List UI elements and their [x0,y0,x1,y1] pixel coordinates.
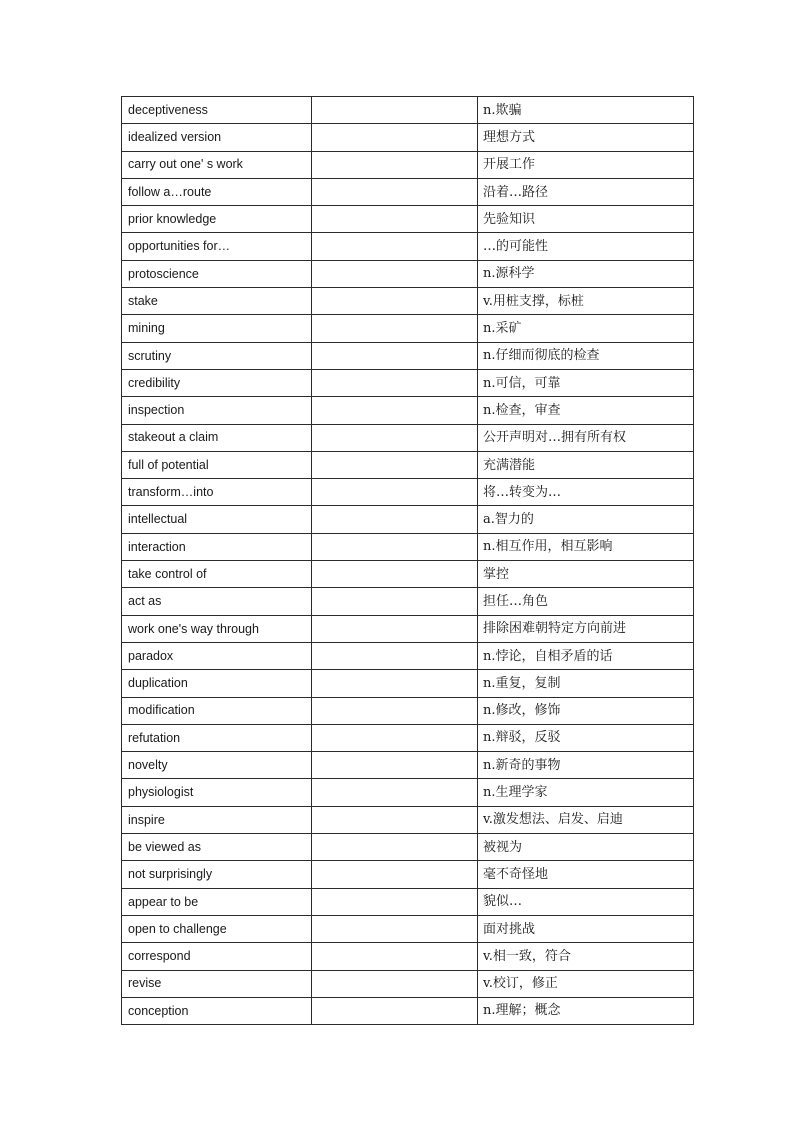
chinese-meaning-cell: 公开声明对…拥有所有权 [478,424,694,451]
chinese-meaning-cell: n.修改，修饰 [478,697,694,724]
blank-answer-cell [312,342,478,369]
english-term-cell: novelty [122,752,312,779]
english-term-cell: appear to be [122,888,312,915]
english-term-cell: take control of [122,561,312,588]
table-row [122,206,694,233]
table-row [122,997,694,1024]
chinese-meaning-cell: n.欺骗 [478,97,694,124]
blank-answer-cell [312,915,478,942]
blank-answer-cell [312,288,478,315]
english-term-cell: transform…into [122,479,312,506]
table-row [122,642,694,669]
chinese-meaning-cell: n.相互作用，相互影响 [478,533,694,560]
chinese-meaning-cell: a.智力的 [478,506,694,533]
chinese-meaning-cell: n.检查，审查 [478,397,694,424]
chinese-meaning-cell: n.理解；概念 [478,997,694,1024]
blank-answer-cell [312,642,478,669]
chinese-meaning-cell: n.源科学 [478,260,694,287]
chinese-meaning-cell: 沿着…路径 [478,178,694,205]
blank-answer-cell [312,997,478,1024]
table-row [122,479,694,506]
table-row [122,697,694,724]
table-row [122,915,694,942]
vocabulary-table [121,96,694,1025]
blank-answer-cell [312,424,478,451]
vocabulary-table-body [122,97,694,1025]
table-row [122,752,694,779]
table-row [122,588,694,615]
blank-answer-cell [312,724,478,751]
english-term-cell: revise [122,970,312,997]
chinese-meaning-cell: 担任…角色 [478,588,694,615]
blank-answer-cell [312,369,478,396]
blank-answer-cell [312,151,478,178]
blank-answer-cell [312,315,478,342]
blank-answer-cell [312,588,478,615]
table-row [122,561,694,588]
chinese-meaning-cell: n.可信，可靠 [478,369,694,396]
table-row [122,834,694,861]
blank-answer-cell [312,970,478,997]
english-term-cell: credibility [122,369,312,396]
english-term-cell: physiologist [122,779,312,806]
table-row [122,888,694,915]
chinese-meaning-cell: 先验知识 [478,206,694,233]
table-row [122,943,694,970]
english-term-cell: scrutiny [122,342,312,369]
english-term-cell: protoscience [122,260,312,287]
chinese-meaning-cell: 掌控 [478,561,694,588]
blank-answer-cell [312,779,478,806]
table-row [122,178,694,205]
chinese-meaning-cell: v.相一致，符合 [478,943,694,970]
chinese-meaning-cell: 毫不奇怪地 [478,861,694,888]
chinese-meaning-cell: 貌似… [478,888,694,915]
english-term-cell: interaction [122,533,312,560]
table-row [122,724,694,751]
table-row [122,615,694,642]
english-term-cell: be viewed as [122,834,312,861]
blank-answer-cell [312,233,478,260]
chinese-meaning-cell: 面对挑战 [478,915,694,942]
table-row [122,506,694,533]
blank-answer-cell [312,451,478,478]
blank-answer-cell [312,861,478,888]
english-term-cell: act as [122,588,312,615]
table-row [122,670,694,697]
table-row [122,451,694,478]
english-term-cell: open to challenge [122,915,312,942]
blank-answer-cell [312,397,478,424]
blank-answer-cell [312,615,478,642]
chinese-meaning-cell: n.采矿 [478,315,694,342]
table-row [122,151,694,178]
blank-answer-cell [312,806,478,833]
table-row [122,861,694,888]
english-term-cell: prior knowledge [122,206,312,233]
table-row [122,124,694,151]
table-row [122,779,694,806]
chinese-meaning-cell: 开展工作 [478,151,694,178]
table-row [122,97,694,124]
english-term-cell: modification [122,697,312,724]
blank-answer-cell [312,506,478,533]
english-term-cell: inspection [122,397,312,424]
table-row [122,533,694,560]
chinese-meaning-cell: 将…转变为… [478,479,694,506]
table-row [122,260,694,287]
blank-answer-cell [312,533,478,560]
table-row [122,315,694,342]
table-row [122,342,694,369]
english-term-cell: duplication [122,670,312,697]
table-row [122,288,694,315]
english-term-cell: deceptiveness [122,97,312,124]
blank-answer-cell [312,479,478,506]
chinese-meaning-cell: 充满潜能 [478,451,694,478]
blank-answer-cell [312,888,478,915]
table-row [122,806,694,833]
chinese-meaning-cell: v.校订，修正 [478,970,694,997]
english-term-cell: not surprisingly [122,861,312,888]
chinese-meaning-cell: n.悖论，自相矛盾的话 [478,642,694,669]
english-term-cell: conception [122,997,312,1024]
chinese-meaning-cell: 理想方式 [478,124,694,151]
blank-answer-cell [312,561,478,588]
chinese-meaning-cell: 被视为 [478,834,694,861]
english-term-cell: follow a…route [122,178,312,205]
blank-answer-cell [312,943,478,970]
blank-answer-cell [312,697,478,724]
english-term-cell: idealized version [122,124,312,151]
english-term-cell: carry out one' s work [122,151,312,178]
english-term-cell: full of potential [122,451,312,478]
chinese-meaning-cell: n.重复，复制 [478,670,694,697]
chinese-meaning-cell: n.生理学家 [478,779,694,806]
blank-answer-cell [312,178,478,205]
blank-answer-cell [312,834,478,861]
blank-answer-cell [312,124,478,151]
chinese-meaning-cell: v.用桩支撑，标桩 [478,288,694,315]
english-term-cell: inspire [122,806,312,833]
blank-answer-cell [312,670,478,697]
blank-answer-cell [312,97,478,124]
table-row [122,424,694,451]
chinese-meaning-cell: …的可能性 [478,233,694,260]
table-row [122,397,694,424]
english-term-cell: correspond [122,943,312,970]
english-term-cell: paradox [122,642,312,669]
chinese-meaning-cell: 排除困难朝特定方向前进 [478,615,694,642]
blank-answer-cell [312,260,478,287]
chinese-meaning-cell: v.激发想法、启发、启迪 [478,806,694,833]
table-row [122,970,694,997]
chinese-meaning-cell: n.新奇的事物 [478,752,694,779]
english-term-cell: stakeout a claim [122,424,312,451]
english-term-cell: mining [122,315,312,342]
english-term-cell: refutation [122,724,312,751]
english-term-cell: intellectual [122,506,312,533]
blank-answer-cell [312,206,478,233]
chinese-meaning-cell: n.仔细而彻底的检查 [478,342,694,369]
english-term-cell: stake [122,288,312,315]
blank-answer-cell [312,752,478,779]
chinese-meaning-cell: n.辩驳，反驳 [478,724,694,751]
english-term-cell: work one's way through [122,615,312,642]
table-row [122,233,694,260]
english-term-cell: opportunities for… [122,233,312,260]
table-row [122,369,694,396]
